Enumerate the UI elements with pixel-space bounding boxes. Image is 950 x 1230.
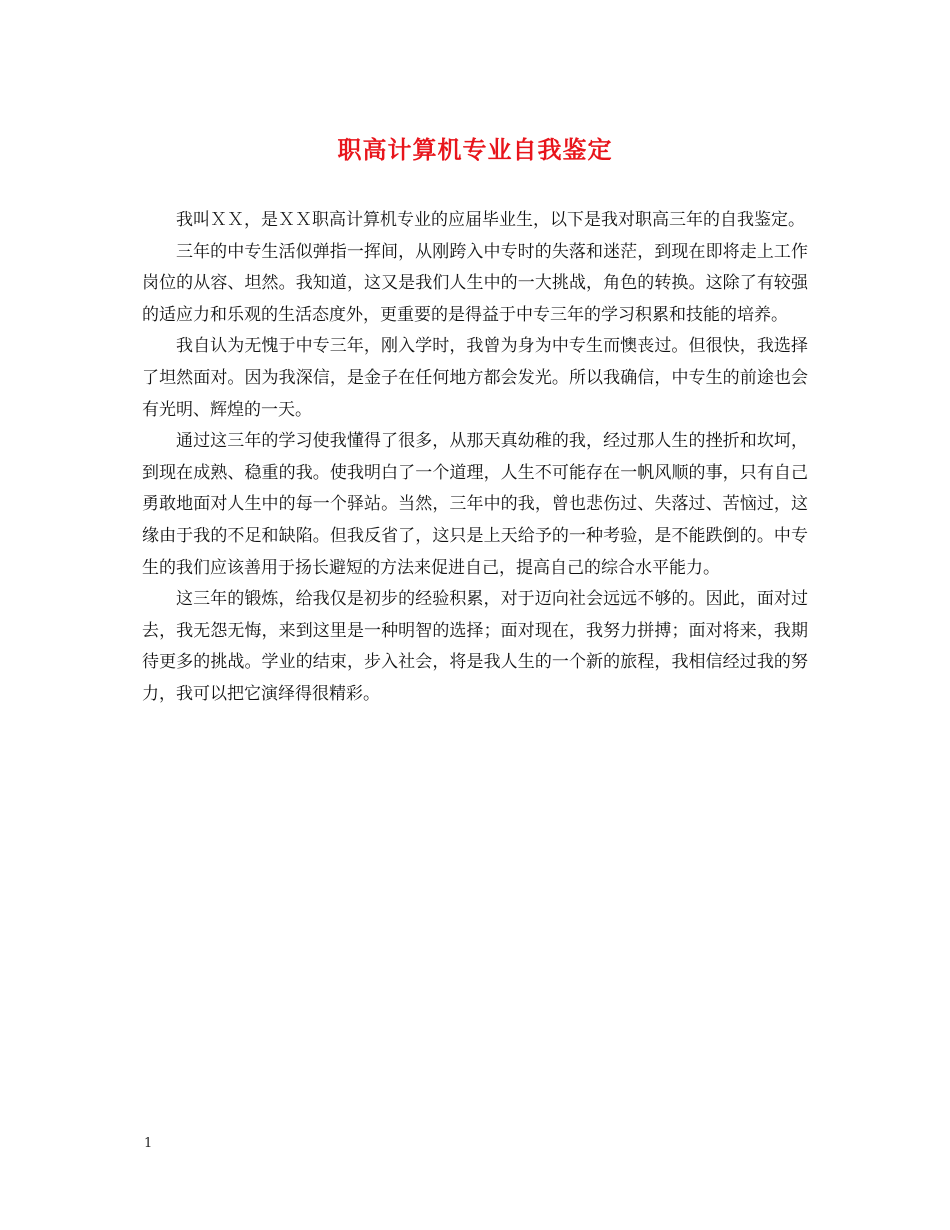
paragraph-5: 这三年的锻炼，给我仅是初步的经验积累，对于迈向社会远远不够的。因此，面对过去，我无怨无悔，来到这里是一种明智的选择；面对现在，我努力拼搏；面对将来，我期待更多的挑战。学业的结束，步入社会，将是我人生的一个新的旅程，我相信经过我的努力，我可以把它演绎得很精彩。: [142, 589, 808, 704]
paragraph-3: 我自认为无愧于中专三年，刚入学时，我曾为身为中专生而懊丧过。但很快，我选择了坦然面对。因为我深信，是金子在任何地方都会发光。所以我确信，中专生的前途也会有光明、辉煌的一天。: [142, 336, 808, 420]
paragraph-2: 三年的中专生活似弹指一挥间，从刚跨入中专时的失落和迷茫，到现在即将走上工作岗位的从容、坦然。我知道，这又是我们人生中的一大挑战，角色的转换。这除了有较强的适应力和乐观的生活态度外，更重要的是得益于中专三年的学习积累和技能的培养。: [142, 241, 808, 325]
paragraph-4: 通过这三年的学习使我懂得了很多，从那天真幼稚的我，经过那人生的挫折和坎坷，到现在成熟、稳重的我。使我明白了一个道理，人生不可能存在一帆风顺的事，只有自己勇敢地面对人生中的每一个驿站。当然，三年中的我，曾也悲伤过、失落过、苦恼过，这缘由于我的不足和缺陷。但我反省了，这只是上天给予的一种考验，是不能跌倒的。中专生的我们应该善用于扬长避短的方法来促进自己，提高自己的综合水平能力。: [142, 431, 808, 578]
document-body: [142, 205, 808, 711]
document-title: 职高计算机专业自我鉴定: [337, 135, 613, 164]
page-number: 1: [144, 1136, 153, 1151]
paragraph-1: 我叫ＸＸ，是ＸＸ职高计算机专业的应届毕业生，以下是我对职高三年的自我鉴定。: [176, 210, 805, 230]
